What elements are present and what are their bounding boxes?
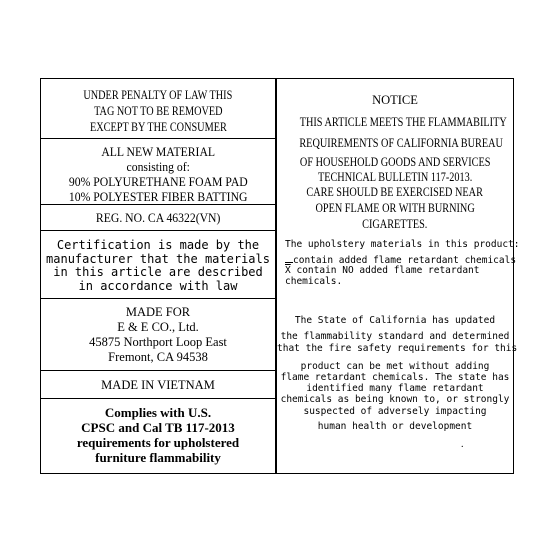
- company-name: E & E CO., Ltd.: [117, 320, 199, 334]
- flammability-notice-panel: [276, 78, 520, 474]
- country-of-origin: MADE IN VIETNAM: [101, 378, 215, 392]
- certification-line: manufacturer that the materials: [46, 251, 270, 266]
- state-notice-line: product can be met without adding: [300, 361, 490, 372]
- state-notice-line: suspected of adversely impacting: [303, 406, 487, 417]
- option-added-label: contain added flame retardant chemicals: [293, 255, 517, 266]
- state-notice-line: human health or development: [317, 421, 473, 432]
- option-no-label-continued: chemicals.: [285, 276, 343, 287]
- material-heading: ALL NEW MATERIAL: [101, 144, 215, 159]
- company-street-address: 45875 Northport Loop East: [89, 335, 227, 349]
- compliance-line: requirements for upholstered: [76, 435, 240, 450]
- penalty-warning-line: UNDER PENALTY OF LAW THIS: [83, 88, 233, 102]
- penalty-warning-section: [41, 79, 275, 139]
- certification-line: in this article are described: [53, 265, 263, 279]
- notice-body-line: REQUIREMENTS OF CALIFORNIA BUREAU: [299, 136, 503, 150]
- notice-title: NOTICE: [372, 93, 418, 107]
- certification-section: [41, 231, 275, 299]
- compliance-line: furniture flammability: [95, 450, 221, 465]
- material-component-fiber: 10% POLYESTER FIBER BATTING: [68, 189, 248, 204]
- notice-body-line: CARE SHOULD BE EXERCISED NEAR: [306, 185, 484, 199]
- option-no-checkmark: $\overline{X}$: [285, 265, 291, 276]
- option-no-chemicals: [285, 265, 480, 276]
- state-notice-line: the flammability standard and determined: [280, 331, 510, 342]
- origin-section: [41, 371, 275, 399]
- made-for-heading: MADE FOR: [125, 305, 191, 319]
- state-notice-line: flame retardant chemicals. The state has: [280, 372, 510, 383]
- notice-body-line: THIS ARTICLE MEETS THE FLAMMABILITY: [299, 115, 507, 129]
- notice-body-line: CIGARETTES.: [362, 217, 428, 231]
- notice-body-line: OPEN FLAME OR WITH BURNING: [315, 201, 475, 215]
- company-city-state-zip: Fremont, CA 94538: [108, 350, 208, 364]
- state-notice-line: that the fire safety requirements for this: [277, 343, 518, 354]
- penalty-warning-line: EXCEPT BY THE CONSUMER: [89, 120, 227, 134]
- option-added-checkbox: [285, 253, 293, 263]
- state-notice-line: identified many flame retardant: [306, 383, 484, 394]
- notice-body-line: TECHNICAL BULLETIN 117-2013.: [317, 170, 473, 184]
- registration-section: [41, 205, 275, 231]
- notice-body-line: OF HOUSEHOLD GOODS AND SERVICES: [299, 155, 491, 169]
- law-tag-left-panel: [40, 78, 276, 474]
- compliance-line: Complies with U.S.: [104, 405, 212, 420]
- certification-line: in accordance with law: [78, 278, 238, 293]
- state-notice-line: The State of California has updated: [294, 315, 496, 326]
- registration-number: REG. NO. CA 46322(VN): [95, 210, 221, 225]
- material-subheading: consisting of:: [126, 159, 190, 174]
- materials-intro: The upholstery materials in this product:: [285, 239, 520, 250]
- made-for-section: [41, 299, 275, 371]
- certification-line: Certification is made by the: [56, 238, 260, 252]
- material-component-foam: 90% POLYURETHANE FOAM PAD: [68, 174, 248, 189]
- state-notice-line: chemicals as being known to, or strongly: [280, 394, 510, 405]
- compliance-line: CPSC and Cal TB 117-2013: [81, 420, 235, 435]
- compliance-section: [41, 399, 275, 473]
- trailing-mark: .: [461, 439, 464, 450]
- option-no-label: contain NO added flame retardant: [296, 265, 480, 276]
- penalty-warning-line: TAG NOT TO BE REMOVED: [93, 104, 223, 118]
- material-content-section: [41, 139, 275, 205]
